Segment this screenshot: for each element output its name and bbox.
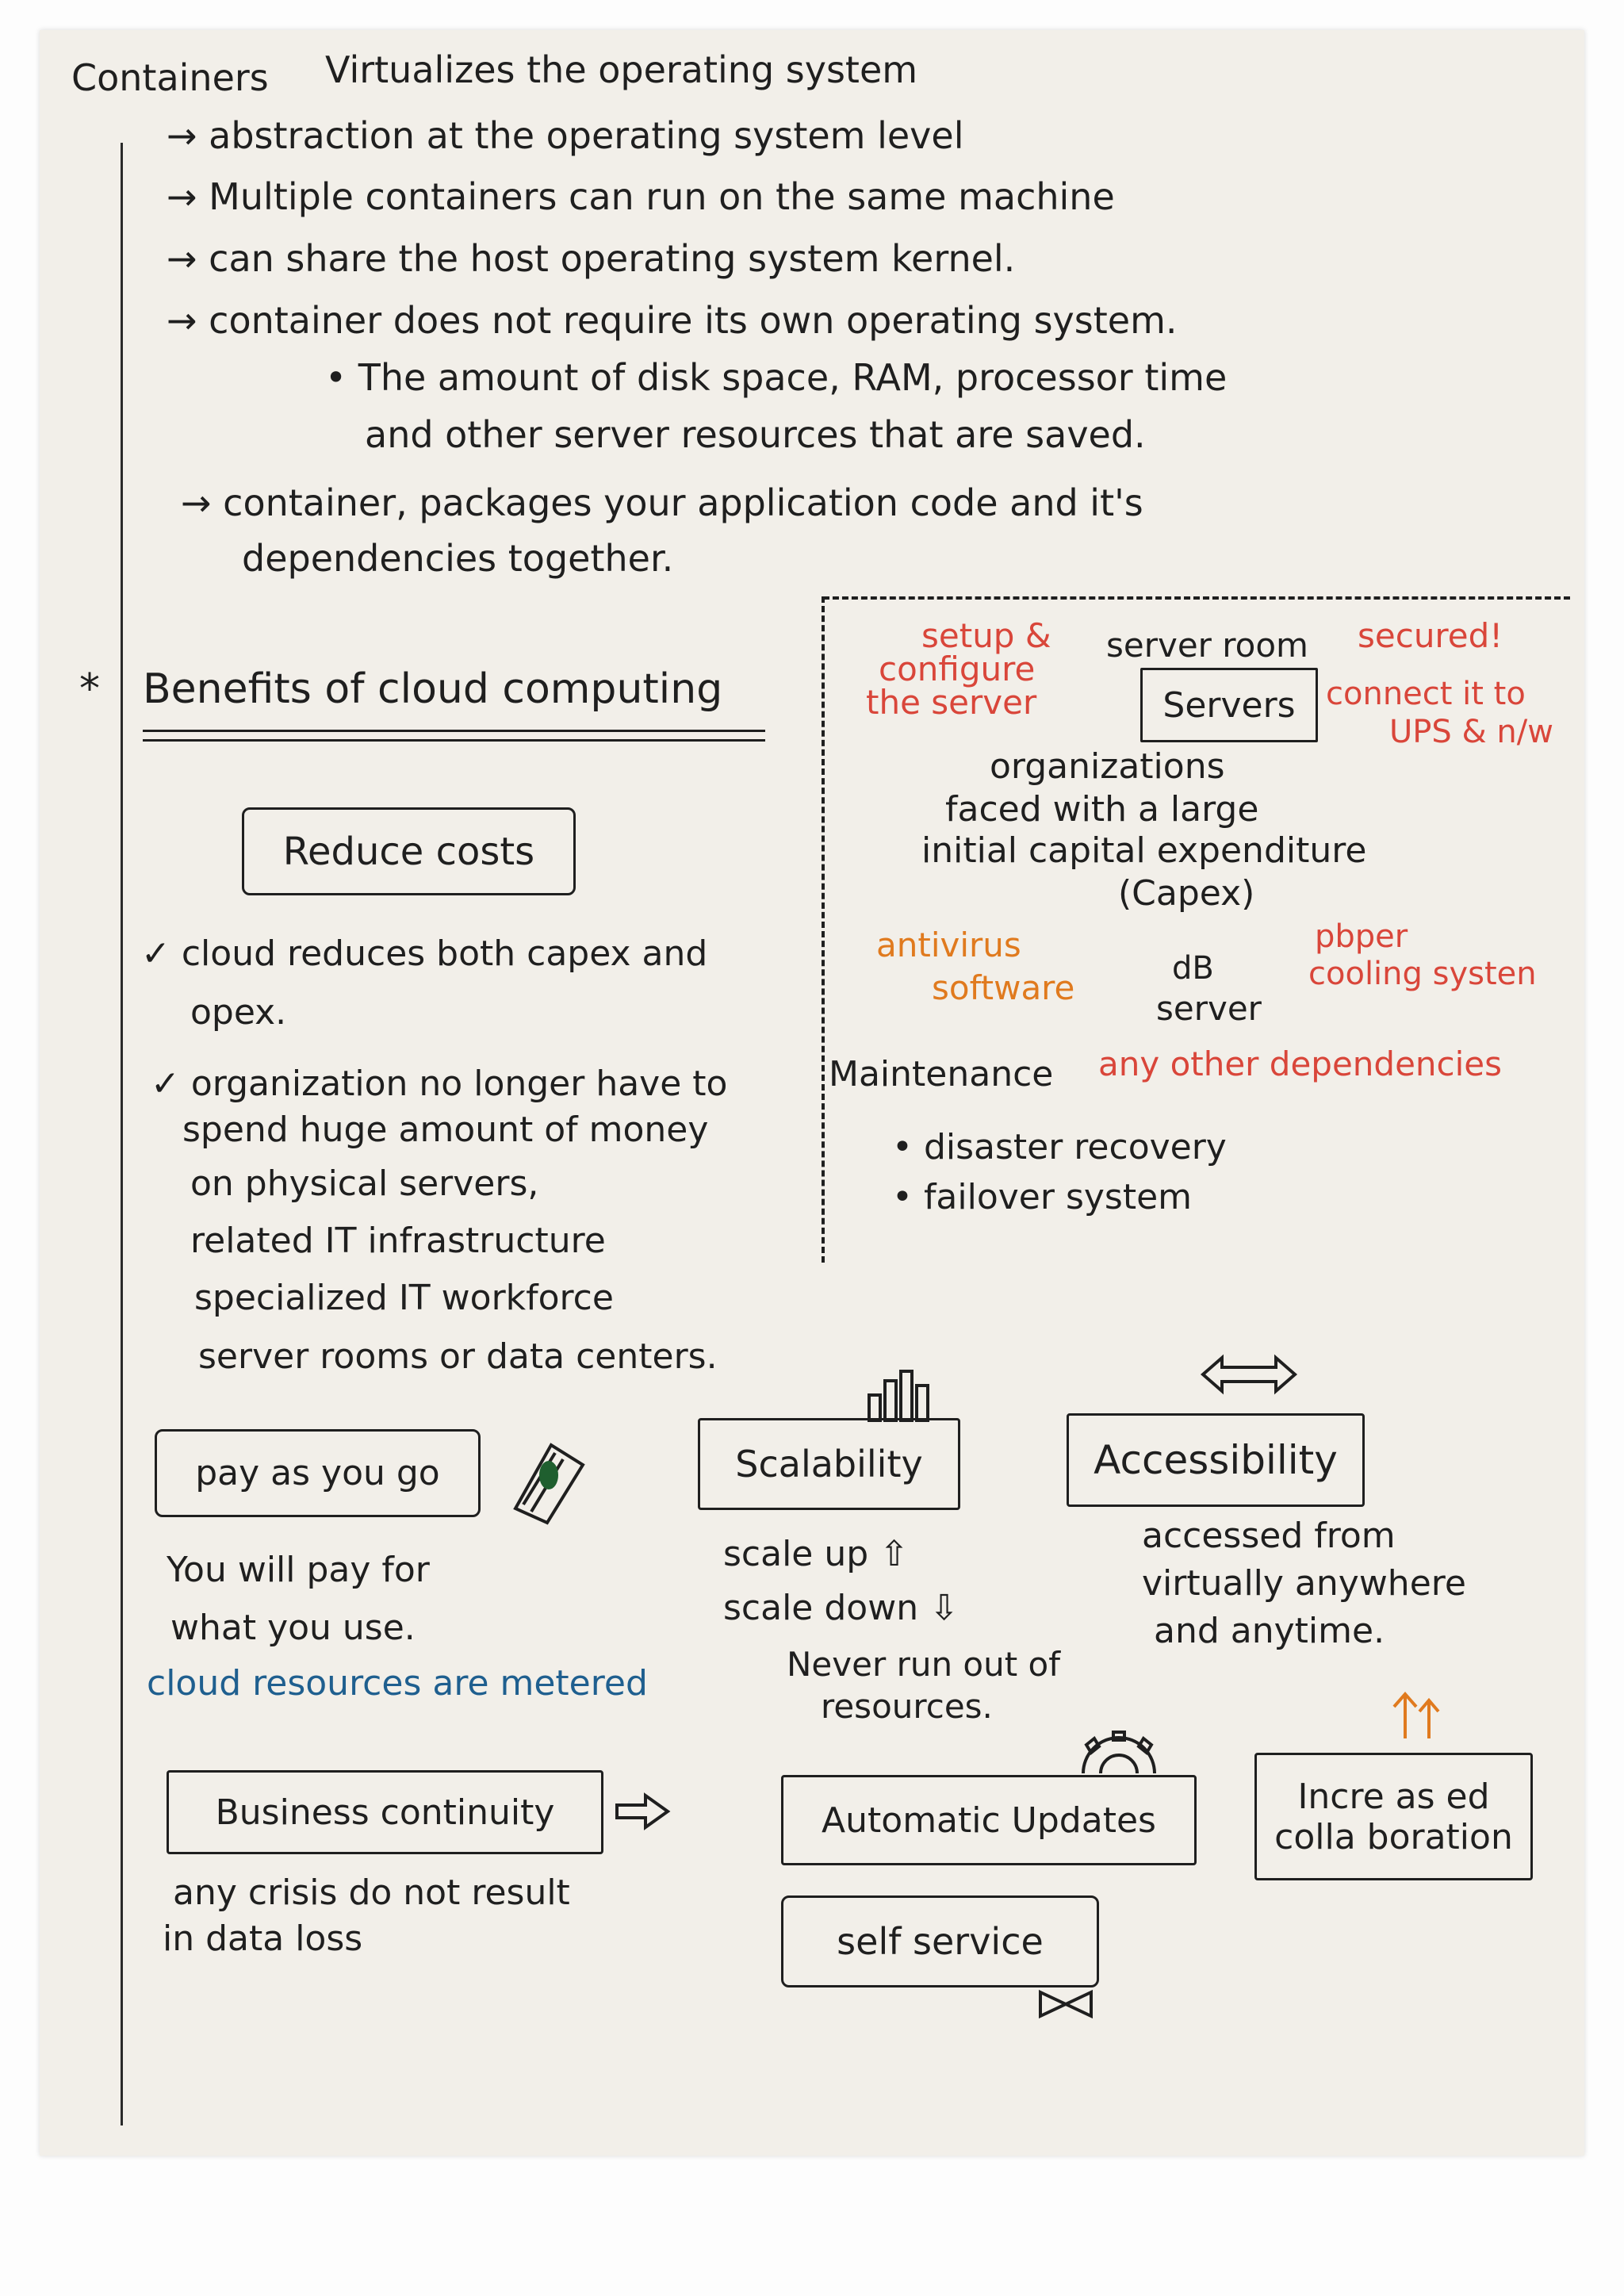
title-underline	[143, 730, 765, 732]
star-bullet: *	[79, 665, 100, 713]
proper-cooling-line-2: cooling systen	[1308, 956, 1537, 992]
pay-desc-line-2: what you use.	[170, 1608, 416, 1648]
reduce-costs-check-2-line: on physical servers,	[190, 1163, 539, 1204]
accessibility-box: Accessibility	[1067, 1413, 1365, 1507]
container-point-1: → abstraction at the operating system level	[167, 114, 964, 157]
continuity-desc-line-1: any crisis do not result	[173, 1872, 570, 1913]
margin-line	[121, 143, 123, 2125]
never-run-out-line-1: Never run out of	[787, 1645, 1061, 1684]
metered-line: cloud resources are metered	[147, 1663, 648, 1704]
reduce-costs-box: Reduce costs	[242, 807, 576, 895]
pay-desc-line-1: You will pay for	[167, 1550, 430, 1590]
accessibility-desc-line-2: virtually anywhere	[1142, 1563, 1466, 1604]
organizations-line-1: organizations	[990, 746, 1225, 787]
container-subpoint-line-2: and other server resources that are saved.	[365, 413, 1146, 456]
up-arrows-icon	[1389, 1689, 1445, 1740]
disaster-recovery-bullet: • disaster recovery	[892, 1127, 1227, 1167]
connect-line-2: UPS & n/w	[1389, 714, 1553, 750]
container-point-2: → Multiple containers can run on the same machine	[167, 175, 1115, 218]
reduce-costs-check-1-cont: opex.	[190, 992, 287, 1033]
container-packages-line-2: dependencies together.	[242, 537, 674, 580]
secured-label: secured!	[1358, 616, 1503, 655]
business-continuity-box: Business continuity	[167, 1770, 603, 1854]
container-subpoint-line-1: • The amount of disk space, RAM, processor time	[325, 356, 1228, 399]
setup-line-3: the server	[866, 683, 1037, 722]
setup-line-2: configure	[879, 650, 1036, 688]
increased-collaboration-box	[1254, 1753, 1533, 1880]
antivirus-line-2: software	[932, 968, 1075, 1007]
reduce-costs-check-2-line: ✓ organization no longer have to	[151, 1064, 728, 1104]
increased-collaboration-line-1: Incre as ed	[1297, 1776, 1490, 1817]
diagram-dashed-border-left	[822, 596, 825, 1263]
double-arrow-icon	[1201, 1355, 1297, 1394]
hollow-arrow-icon	[615, 1794, 669, 1829]
bow-tie-icon	[1037, 1989, 1094, 2019]
organizations-line-3: initial capital expenditure	[921, 830, 1367, 871]
money-icon	[508, 1429, 595, 1524]
bar-chart-icon	[866, 1368, 939, 1422]
setup-line-1: setup &	[921, 616, 1051, 655]
server-room-label: server room	[1106, 626, 1308, 665]
reduce-costs-check-2-line: spend huge amount of money	[182, 1110, 709, 1150]
continuity-desc-line-2: in data loss	[163, 1918, 363, 1959]
proper-cooling-line-1: pbper	[1315, 918, 1408, 955]
reduce-costs-check-2-line: related IT infrastructure	[190, 1221, 606, 1261]
never-run-out-line-2: resources.	[821, 1687, 993, 1726]
increased-collaboration-line-2: colla boration	[1274, 1816, 1513, 1857]
gear-icon	[1072, 1729, 1166, 1775]
maintenance-label: Maintenance	[829, 1054, 1054, 1094]
reduce-costs-check-2-line: server rooms or data centers.	[198, 1336, 718, 1377]
self-service-box: self service	[781, 1895, 1099, 1987]
capex-label: (Capex)	[1118, 873, 1255, 914]
db-server-line-1: dB	[1172, 950, 1214, 987]
diagram-dashed-border-top	[823, 596, 1570, 600]
benefits-title: Benefits of cloud computing	[143, 665, 723, 713]
antivirus-line-1: antivirus	[876, 926, 1021, 964]
container-point-4: → container does not require its own operating system.	[167, 299, 1178, 342]
scalability-box: Scalability	[698, 1418, 960, 1510]
containers-subheading: Virtualizes the operating system	[325, 48, 918, 91]
scale-up-label: scale up ⇧	[723, 1534, 910, 1574]
containers-heading: Containers	[71, 56, 269, 99]
automatic-updates-box: Automatic Updates	[781, 1775, 1197, 1865]
any-other-dependencies: any other dependencies	[1098, 1045, 1503, 1083]
connect-line-1: connect it to	[1326, 676, 1526, 712]
organizations-line-2: faced with a large	[945, 789, 1259, 830]
reduce-costs-check-2-line: specialized IT workforce	[194, 1278, 614, 1318]
container-point-3: → can share the host operating system kernel.	[167, 237, 1016, 280]
db-server-line-2: server	[1156, 989, 1262, 1028]
failover-system-bullet: • failover system	[892, 1177, 1193, 1217]
servers-box: Servers	[1140, 668, 1318, 742]
container-packages-line-1: → container, packages your application code and it's	[181, 481, 1143, 524]
reduce-costs-check-1: ✓ cloud reduces both capex and	[141, 933, 708, 974]
accessibility-desc-line-1: accessed from	[1142, 1516, 1396, 1556]
accessibility-desc-line-3: and anytime.	[1154, 1611, 1385, 1651]
pay-as-you-go-box: pay as you go	[155, 1429, 481, 1517]
title-underline	[143, 739, 765, 742]
scale-down-label: scale down ⇩	[723, 1588, 959, 1628]
